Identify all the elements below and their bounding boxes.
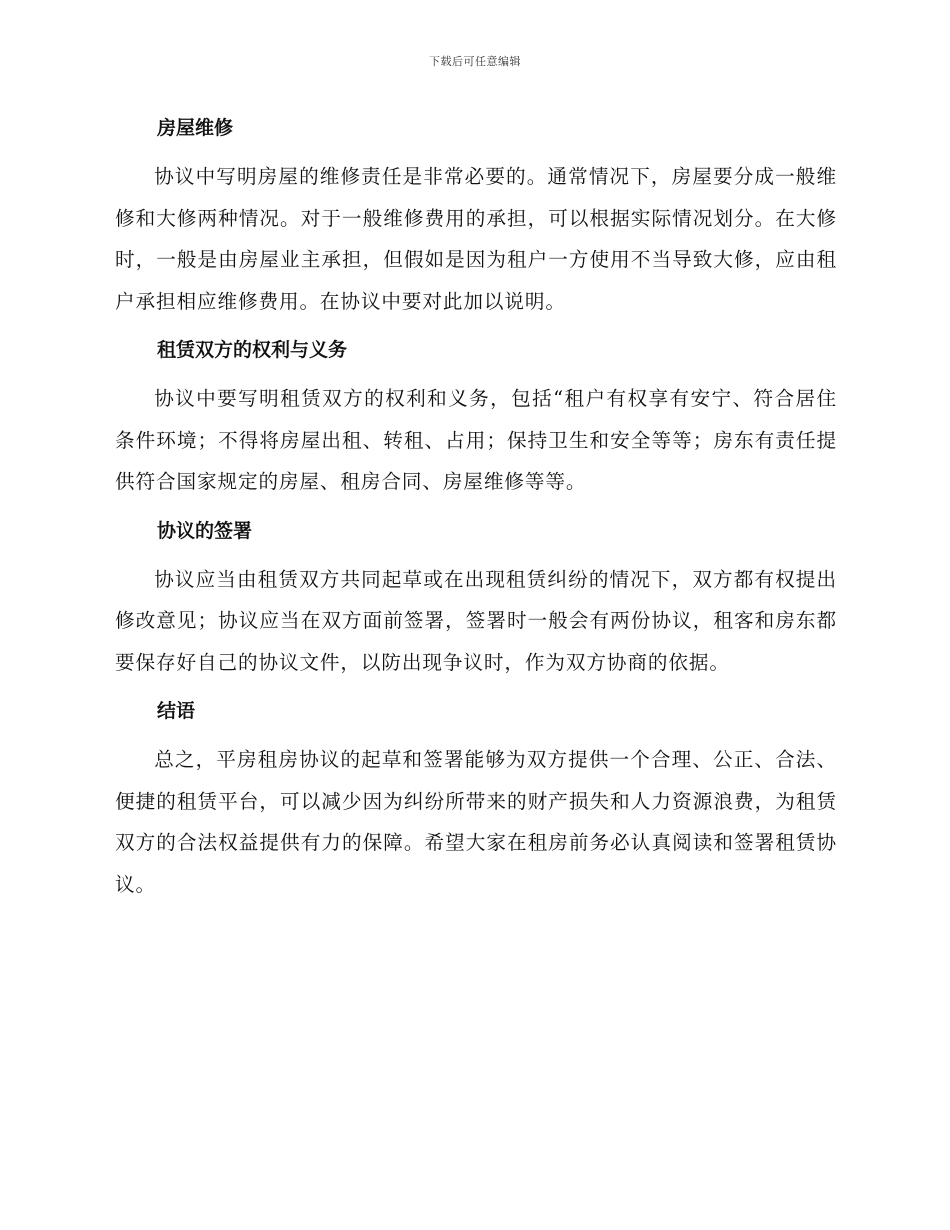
section-paragraph: 协议应当由租赁双方共同起草或在出现租赁纠纷的情况下，双方都有权提出修改意见；协议应当在双方面前签署，签署时一般会有两份协议，租客和房东都要保存好自己的协议文件，以防出现争议时，作为双方协商的依据。: [115, 567, 837, 674]
section-house-repair: [115, 112, 837, 322]
section-paragraph: 总之，平房租房协议的起草和签署能够为双方提供一个合理、公正、合法、便捷的租赁平台，可以减少因为纠纷所带来的财产损失和人力资源浪费，为租赁双方的合法权益提供有力的保障。希望大家在租房前务必认真阅读和签署租赁协议。: [115, 748, 837, 896]
section-heading: 房屋维修: [157, 117, 234, 139]
page-header: 下载后可任意编辑: [429, 55, 521, 68]
section-heading: 租赁双方的权利与义务: [157, 339, 348, 361]
section-heading: 结语: [157, 700, 196, 722]
section-paragraph: 协议中要写明租赁双方的权利和义务，包括“租户有权享有安宁、符合居住条件环境；不得将房屋出租、转租、占用；保持卫生和安全等等；房东有责任提供符合国家规定的房屋、租房合同、房屋维修等等。: [115, 387, 837, 493]
section-signing: [115, 515, 837, 684]
section-heading: 协议的签署: [157, 519, 253, 542]
section-rights-obligations: [115, 334, 837, 503]
document-body: [115, 112, 837, 917]
section-paragraph: 协议中写明房屋的维修责任是非常必要的。通常情况下，房屋要分成一般维修和大修两种情况。对于一般维修费用的承担，可以根据实际情况划分。在大修时，一般是由房屋业主承担，但假如是因为租户一方使用不当导致大修，应由租户承担相应维修费用。在协议中要对此加以说明。: [115, 165, 837, 313]
section-conclusion: [115, 695, 837, 905]
